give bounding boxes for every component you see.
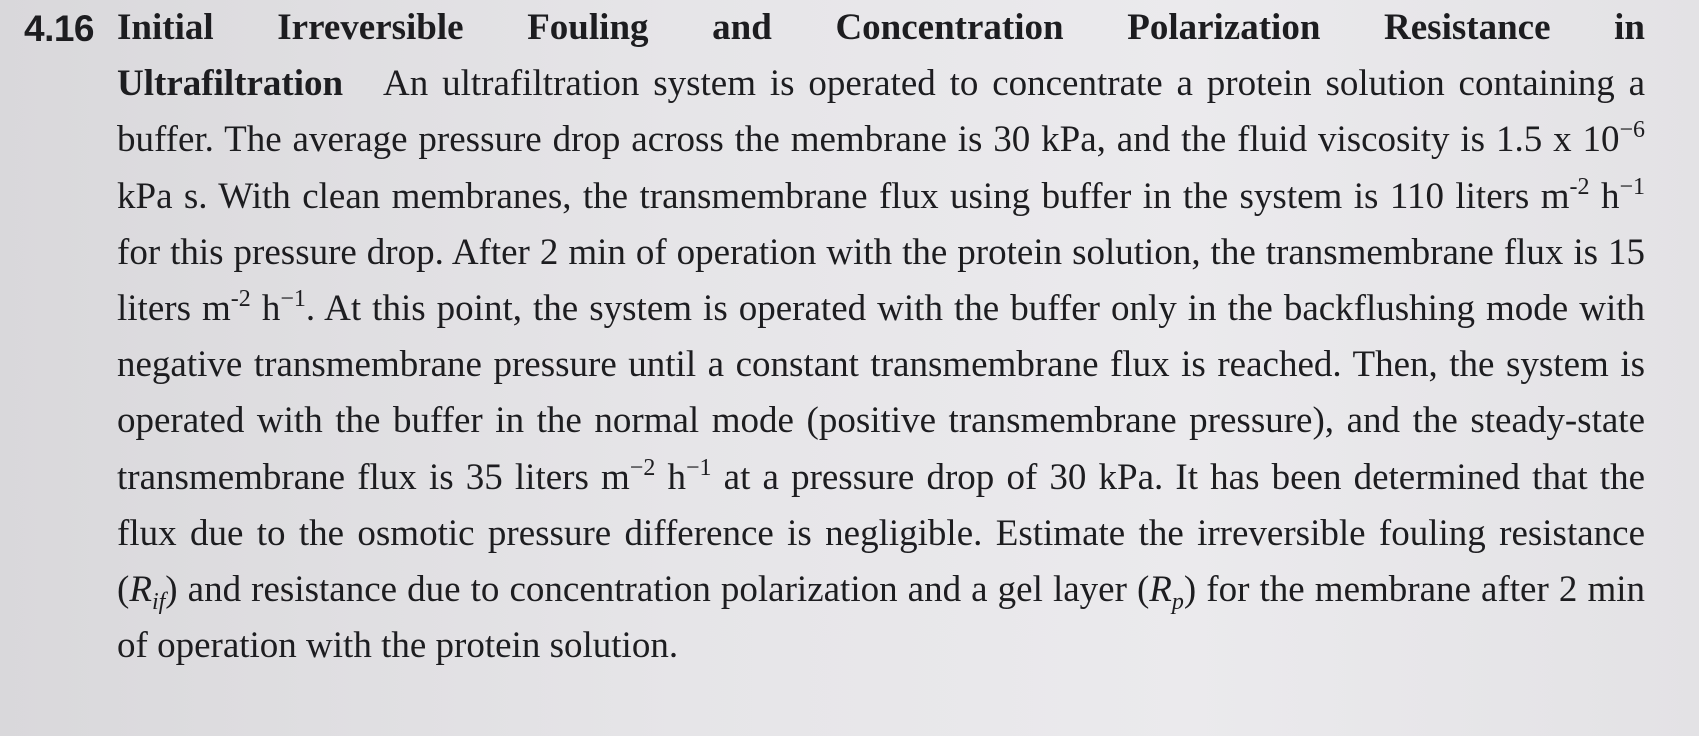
unit-exponent-m-1: -2 — [1569, 173, 1590, 200]
problem-title-part-2: Ultrafiltration — [117, 63, 344, 105]
problem-text-2: kPa s. With clean membranes, the transmembrane flux using buffer in the system is 110 liters m — [117, 175, 1570, 217]
unit-exponent-h-2: −1 — [280, 286, 306, 313]
problem-text-4: . At this point, the system is operated with the buffer only in the backflushing mode with negative transmembrane pressure until a constant transmembrane flux is reached. Then, the system is operated with the buffer in the normal mode (positive transmembrane pressure), and the steady-state transmembrane flux is 35 liters m — [117, 288, 1646, 498]
problem-title-line-1 — [117, 0, 1645, 56]
problem-text-6: ) and resistance due to concentration polarization and a gel layer ( — [165, 569, 1150, 611]
problem-number: 4.16 — [24, 8, 95, 49]
problem-text-1: An ultrafiltration system is operated to concentrate a protein solution containing a buffer. The average pressure drop across the membrane is 30 kPa, and the fluid viscosity is 1.5 x 10 — [117, 63, 1645, 161]
unit-exponent-m-2: -2 — [230, 286, 251, 313]
unit-h-1: h — [1589, 175, 1620, 217]
problem-text-5: at a pressure drop of 30 kPa. It has been determined that the flux due to the osmotic pressure difference is negligible. Estimate the irreversible fouling resistance ( — [117, 456, 1645, 611]
symbol-r-if-subscript: if — [151, 589, 166, 616]
unit-h-2: h — [250, 288, 281, 330]
symbol-r-p-subscript: p — [1171, 589, 1184, 616]
problem-text-3: for this pressure drop. After 2 min of operation with the protein solution, the transmembrane flux is 15 liters m — [117, 231, 1645, 330]
unit-exponent-h-3: −1 — [685, 454, 712, 481]
symbol-r-p: R — [1149, 569, 1172, 611]
problem-title-part-1: Initial Irreversible Fouling and Concentration Polarization Resistance in — [117, 7, 1645, 48]
unit-h-3: h — [655, 456, 686, 498]
problem-text-7: ) for the membrane after 2 min of operation with the protein solution. — [117, 569, 1645, 667]
unit-exponent-h-1: −1 — [1619, 173, 1645, 200]
problem-body — [117, 0, 1645, 674]
symbol-r-if: R — [129, 569, 152, 611]
unit-exponent-m-3: −2 — [629, 454, 656, 481]
viscosity-exponent: −6 — [1619, 117, 1645, 144]
